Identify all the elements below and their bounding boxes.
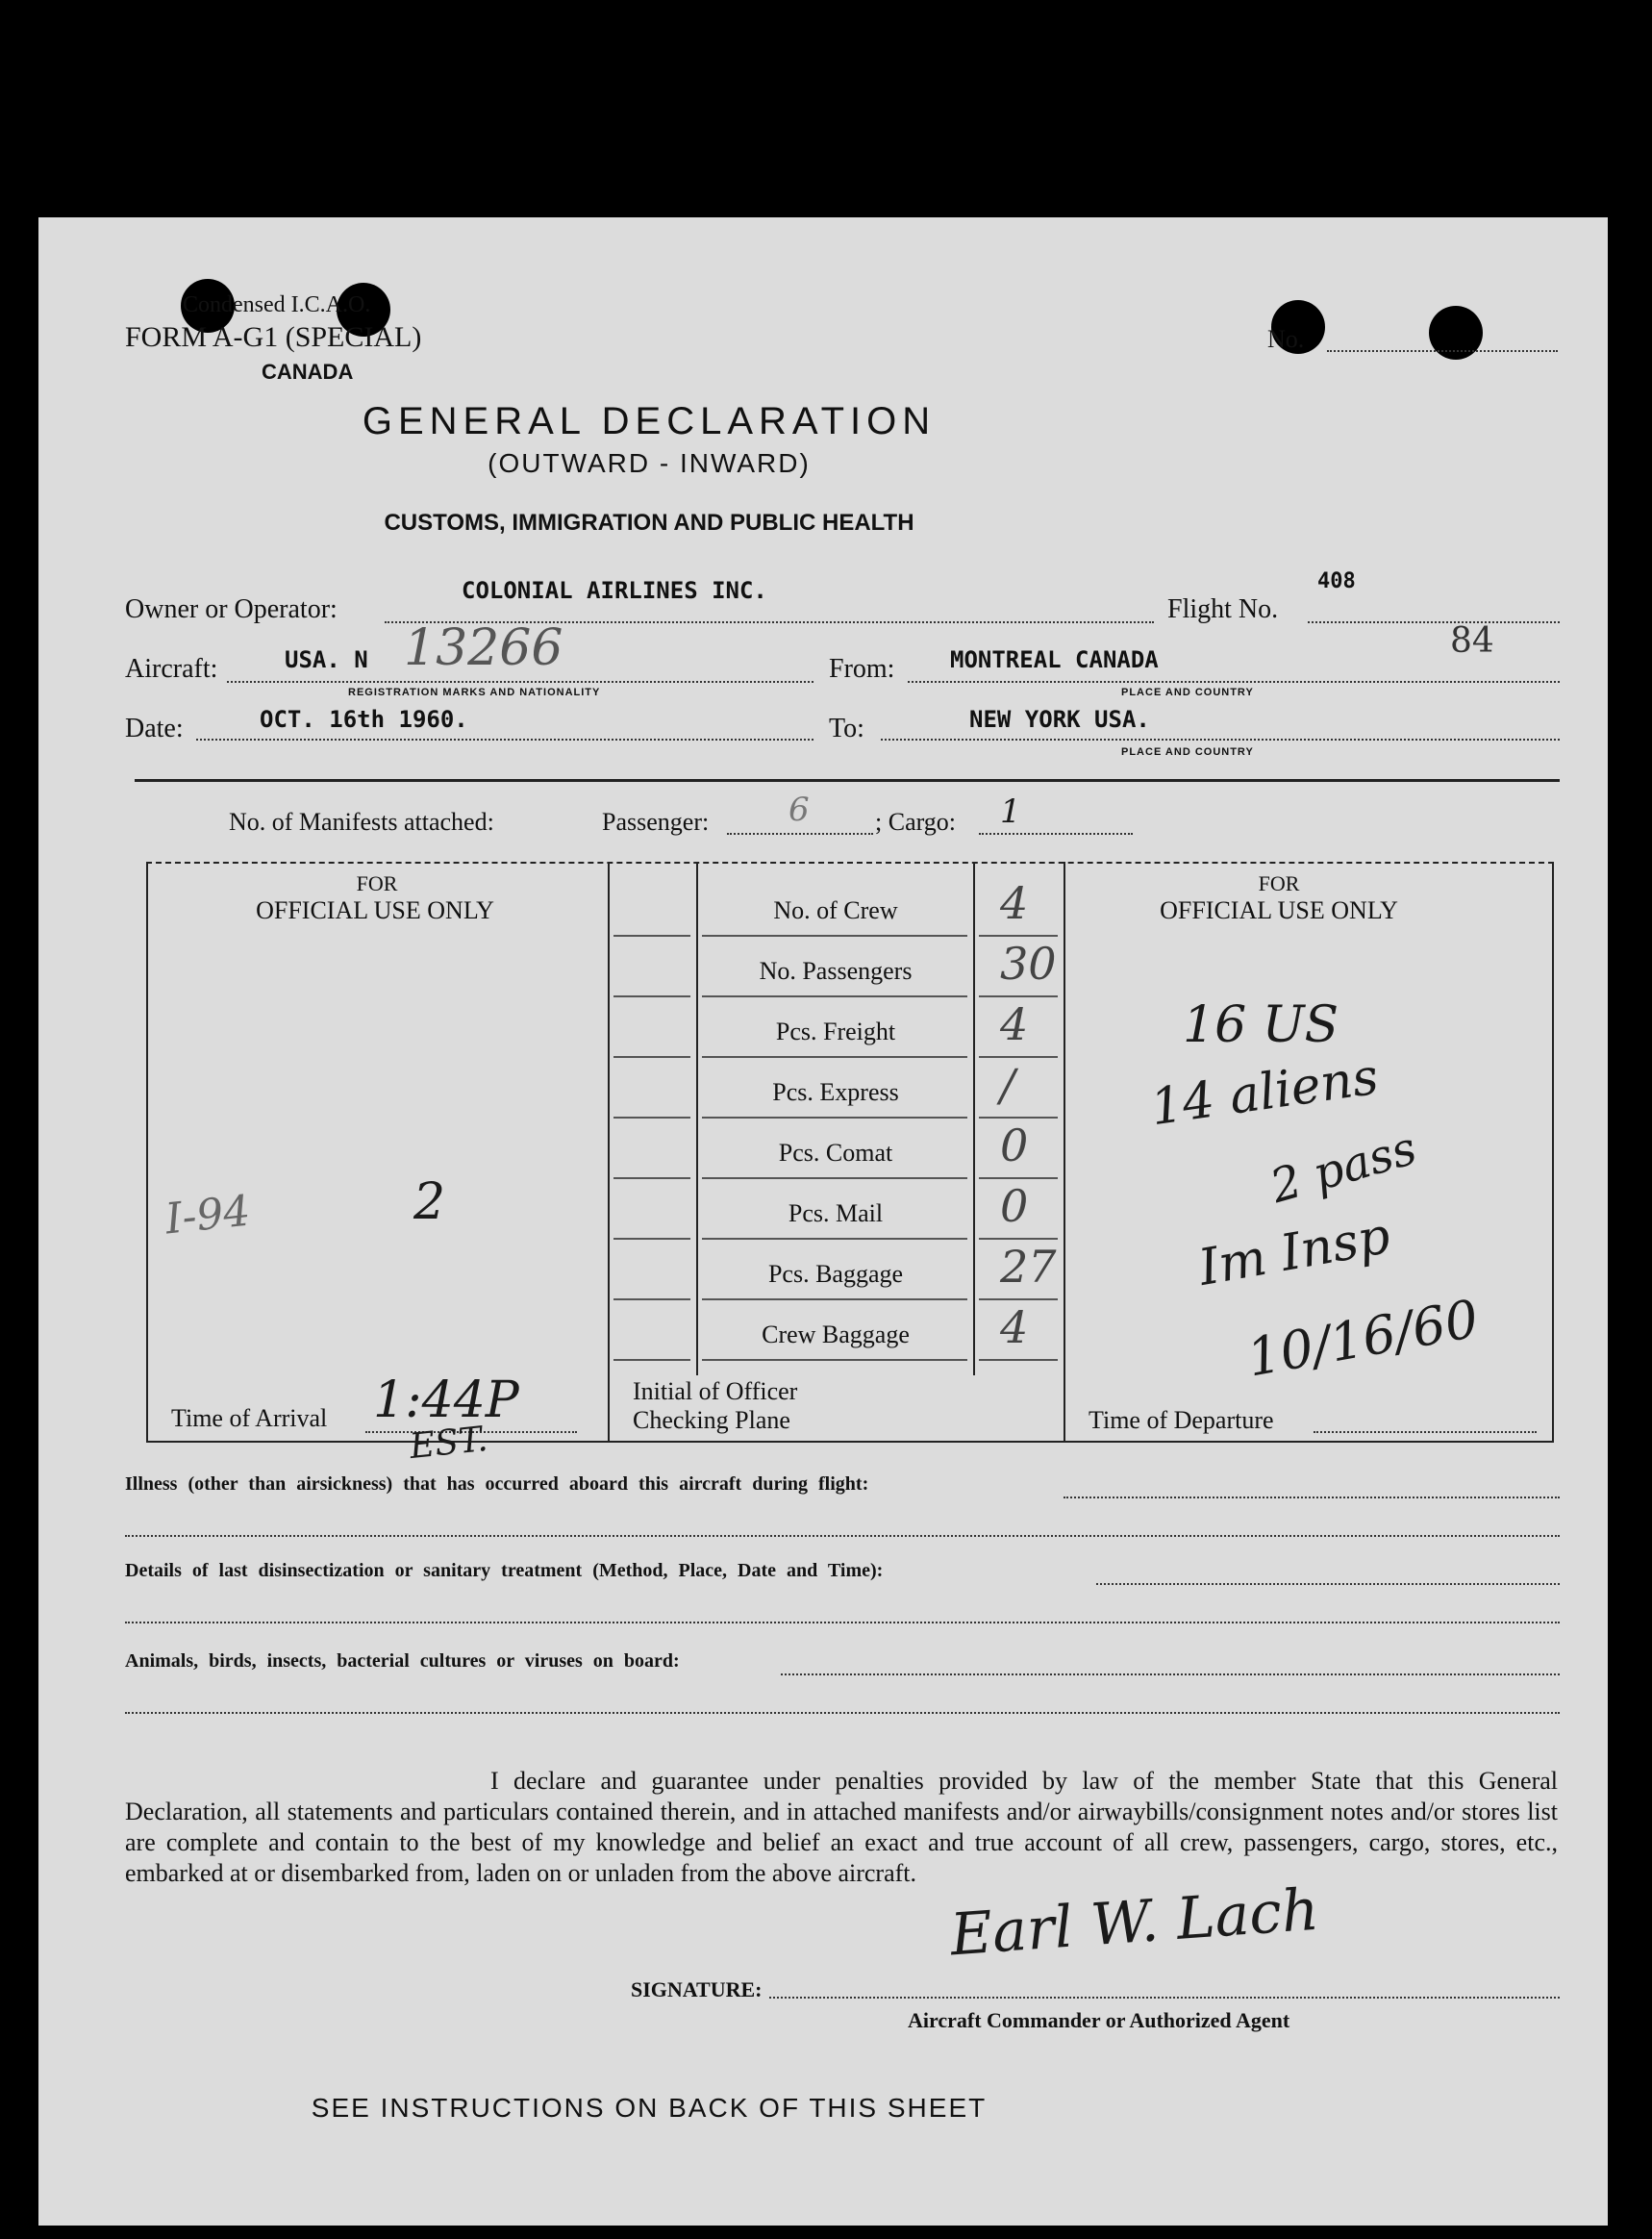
- table-divider-3: [973, 862, 975, 1375]
- row-value: /: [1000, 1059, 1015, 1111]
- date-value: OCT. 16th 1960.: [260, 706, 468, 733]
- signature-caption: Aircraft Commander or Authorized Agent: [908, 2008, 1290, 2032]
- from-value: MONTREAL CANADA: [950, 646, 1159, 673]
- row-value: 27: [1000, 1241, 1057, 1293]
- date-line: [196, 739, 813, 741]
- row-line-value: [979, 995, 1058, 997]
- right-note-3: 2 pass: [1264, 1120, 1423, 1215]
- form-country: CANADA: [262, 360, 354, 384]
- row-label: No. of Crew: [773, 896, 898, 924]
- row-value: 30: [1000, 938, 1057, 990]
- row-line-label: [702, 1238, 967, 1240]
- disinsection-question: Details of last disinsectization or sanitary treatment (Method, Place, Date and Time):: [125, 1560, 884, 1581]
- time-arrival-value: 1:44P: [373, 1371, 519, 1429]
- row-line-official: [613, 1177, 690, 1179]
- cargo-manifest-label: ; Cargo:: [875, 808, 957, 836]
- page-subtitle: (OUTWARD - INWARD): [488, 448, 811, 478]
- animals-line-2: [125, 1712, 1560, 1714]
- passenger-manifest-value: 6: [788, 791, 810, 829]
- row-value: 0: [1000, 1120, 1029, 1171]
- row-line-official: [613, 995, 690, 997]
- initial-officer-line-2: Checking Plane: [633, 1406, 790, 1434]
- to-value: NEW YORK USA.: [969, 706, 1150, 733]
- signature-line: [769, 1997, 1560, 1999]
- page-subheading: CUSTOMS, IMMIGRATION AND PUBLIC HEALTH: [384, 510, 914, 536]
- left-official-label: OFFICIAL USE ONLY: [256, 896, 494, 924]
- from-caption: PLACE AND COUNTRY: [1121, 687, 1254, 698]
- row-line-official: [613, 1117, 690, 1119]
- flight-value: 408: [1317, 569, 1356, 593]
- row-label: Pcs. Comat: [778, 1139, 893, 1167]
- row-line-value: [979, 1177, 1058, 1179]
- right-note-1: 16 US: [1183, 996, 1339, 1054]
- aircraft-value: USA. N: [285, 646, 368, 673]
- flight-label: Flight No.: [1167, 594, 1279, 624]
- form-top-line: Condensed I.C.A.O.: [183, 292, 371, 317]
- to-label: To:: [829, 714, 864, 743]
- row-line-label: [702, 995, 967, 997]
- right-official-label: OFFICIAL USE ONLY: [1160, 896, 1398, 924]
- animals-question: Animals, birds, insects, bacterial cultures or viruses on board:: [125, 1650, 680, 1672]
- row-line-official: [613, 1056, 690, 1058]
- row-line-value: [979, 1298, 1058, 1300]
- row-value: 4: [1000, 877, 1029, 929]
- page-title: GENERAL DECLARATION: [362, 400, 937, 442]
- passenger-manifest-line: [727, 833, 873, 835]
- footer-instructions: SEE INSTRUCTIONS ON BACK OF THIS SHEET: [311, 2093, 988, 2123]
- time-departure-label: Time of Departure: [1089, 1406, 1274, 1434]
- animals-line-1: [781, 1673, 1560, 1675]
- signature-handwritten: Earl W. Lach: [948, 1875, 1321, 1970]
- cargo-manifest-line: [979, 833, 1133, 835]
- form-code: FORM A-G1 (SPECIAL): [125, 321, 422, 353]
- from-handwritten: 84: [1450, 621, 1494, 661]
- row-line-value: [979, 1056, 1058, 1058]
- row-line-official: [613, 1238, 690, 1240]
- row-line-official: [613, 1298, 690, 1300]
- illness-line-2: [125, 1535, 1560, 1537]
- left-handwritten-count: 2: [413, 1173, 446, 1231]
- cargo-manifest-value: 1: [1000, 792, 1021, 831]
- declaration-text: I declare and guarantee under penalties provided by law of the member State that this General Declaration, all statements and particulars contained therein, and in attached manifests and/or airwaybills/consignment notes and/or stores list are complete and contain to the best of my knowledge and belief an exact and true account of all crew, passengers, cargo, stores, etc., embarked at or disembarked from, laden on or unladen from the above aircraft.: [125, 1767, 1558, 1887]
- row-line-label: [702, 1177, 967, 1179]
- row-line-label: [702, 1359, 967, 1361]
- header-divider: [135, 779, 1560, 782]
- owner-label: Owner or Operator:: [125, 594, 338, 624]
- right-note-2: 14 aliens: [1146, 1047, 1382, 1138]
- row-value: 4: [1000, 1301, 1029, 1353]
- row-line-label: [702, 1056, 967, 1058]
- to-line: [881, 739, 1560, 741]
- right-note-4: Im Insp: [1194, 1207, 1395, 1297]
- row-line-official: [613, 935, 690, 937]
- aircraft-caption: REGISTRATION MARKS AND NATIONALITY: [348, 687, 601, 698]
- row-value: 4: [1000, 998, 1029, 1050]
- row-line-label: [702, 1117, 967, 1119]
- form-number-line: [1327, 350, 1558, 352]
- row-line-value: [979, 1117, 1058, 1119]
- aircraft-label: Aircraft:: [125, 654, 218, 684]
- row-line-label: [702, 935, 967, 937]
- manifests-label: No. of Manifests attached:: [229, 808, 494, 836]
- form-sheet: [38, 217, 1608, 2226]
- row-label: Pcs. Mail: [788, 1199, 884, 1227]
- right-for-label: FOR: [1258, 871, 1300, 895]
- row-line-label: [702, 1298, 967, 1300]
- row-line-official: [613, 1359, 690, 1361]
- date-label: Date:: [125, 714, 184, 743]
- left-for-label: FOR: [356, 871, 398, 895]
- to-caption: PLACE AND COUNTRY: [1121, 746, 1254, 758]
- row-label: Pcs. Freight: [775, 1018, 896, 1045]
- aircraft-line: [227, 681, 813, 683]
- time-departure-line: [1314, 1431, 1537, 1433]
- signature-label: SIGNATURE:: [631, 1977, 763, 2001]
- row-label: Pcs. Baggage: [767, 1260, 904, 1288]
- time-arrival-label: Time of Arrival: [171, 1404, 328, 1432]
- passenger-manifest-label: Passenger:: [602, 808, 710, 836]
- left-handwritten-note: I-94: [163, 1186, 253, 1245]
- owner-value: COLONIAL AIRLINES INC.: [462, 577, 767, 604]
- initial-officer-line-1: Initial of Officer: [633, 1377, 798, 1405]
- from-label: From:: [829, 654, 895, 684]
- illness-question: Illness (other than airsickness) that has occurred aboard this aircraft during flight:: [125, 1473, 869, 1495]
- table-divider-4: [1064, 862, 1065, 1443]
- disinsection-line-1: [1096, 1583, 1560, 1585]
- disinsection-line-2: [125, 1622, 1560, 1623]
- illness-line-1: [1064, 1497, 1560, 1498]
- row-value: 0: [1000, 1180, 1029, 1232]
- aircraft-handwritten: 13266: [404, 619, 563, 677]
- right-note-5: 10/16/60: [1242, 1288, 1484, 1389]
- row-line-value: [979, 935, 1058, 937]
- flight-line: [1308, 621, 1560, 623]
- form-number-label: No.: [1267, 325, 1305, 353]
- row-line-value: [979, 1359, 1058, 1361]
- table-divider-1: [608, 862, 610, 1443]
- row-line-value: [979, 1238, 1058, 1240]
- from-line: [908, 681, 1560, 683]
- row-label: No. Passengers: [759, 957, 913, 985]
- row-label: Pcs. Express: [772, 1078, 899, 1106]
- table-divider-2: [696, 862, 698, 1375]
- row-label: Crew Baggage: [762, 1321, 910, 1348]
- time-arrival-note: EST.: [408, 1419, 490, 1468]
